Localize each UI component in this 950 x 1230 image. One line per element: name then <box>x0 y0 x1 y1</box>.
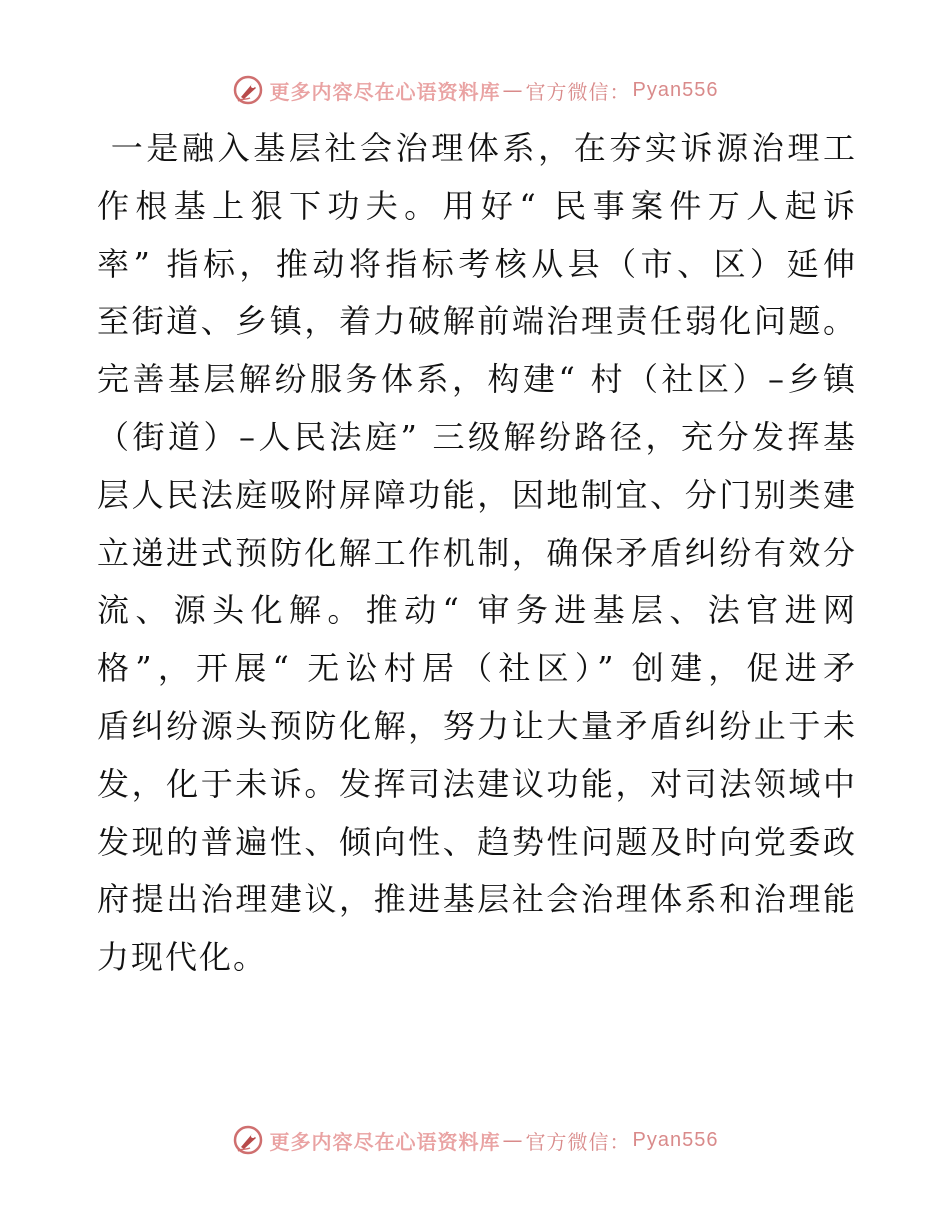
watermark-text <box>270 1126 719 1155</box>
paragraph-line: 格”，开展“ 无讼村居（社区）” 创建，促进矛 <box>97 649 857 688</box>
watermark-main-text: 更多内容尽在心语资料库 <box>269 79 501 104</box>
watermark-official-label: 官方微信： <box>525 79 631 104</box>
paragraph-line: 至街道、乡镇，着力破解前端治理责任弱化问题。 <box>97 302 857 341</box>
watermark-separator: — <box>502 78 524 102</box>
paragraph-line: （街道）–人民法庭” 三级解纷路径，充分发挥基 <box>97 417 857 456</box>
pen-nib-circle-icon <box>232 1124 264 1156</box>
header-watermark <box>0 70 950 110</box>
watermark-main-text: 更多内容尽在心语资料库 <box>269 1129 501 1154</box>
paragraph-line: 盾纠纷源头预防化解，努力让大量矛盾纠纷止于未 <box>97 706 857 745</box>
watermark-official-label: 官方微信： <box>525 1129 631 1154</box>
watermark-text <box>270 76 719 105</box>
paragraph-line: 府提出治理建议，推进基层社会治理体系和治理能 <box>97 880 857 919</box>
paragraph-line: 完善基层解纷服务体系，构建“ 村（社区）–乡镇 <box>97 360 857 399</box>
paragraph-line: 率” 指标，推动将指标考核从县（市、区）延伸 <box>97 244 857 283</box>
paragraph-line: 流、源头化解。推动“ 审务进基层、法官进网 <box>97 591 857 630</box>
paragraph-line: 发现的普遍性、倾向性、趋势性问题及时向党委政 <box>97 822 857 861</box>
paragraph-line: 作根基上狠下功夫。用好“ 民事案件万人起诉 <box>97 186 857 225</box>
pen-nib-circle-icon <box>232 74 264 106</box>
paragraph-line: 发，化于未诉。发挥司法建议功能，对司法领域中 <box>97 764 857 803</box>
paragraph-line: 力现代化。 <box>97 938 268 977</box>
footer-watermark <box>0 1120 950 1160</box>
paragraph-line: 立递进式预防化解工作机制，确保矛盾纠纷有效分 <box>97 533 857 572</box>
paragraph-line: 层人民法庭吸附屏障功能，因地制宜、分门别类建 <box>97 475 857 514</box>
paragraph-line: 一是融入基层社会治理体系，在夯实诉源治理工 <box>97 129 857 167</box>
document-body <box>97 120 857 987</box>
watermark-separator: — <box>502 1128 524 1152</box>
watermark-wechat-id: Pyan556 <box>632 78 719 101</box>
watermark-wechat-id: Pyan556 <box>632 1128 719 1151</box>
